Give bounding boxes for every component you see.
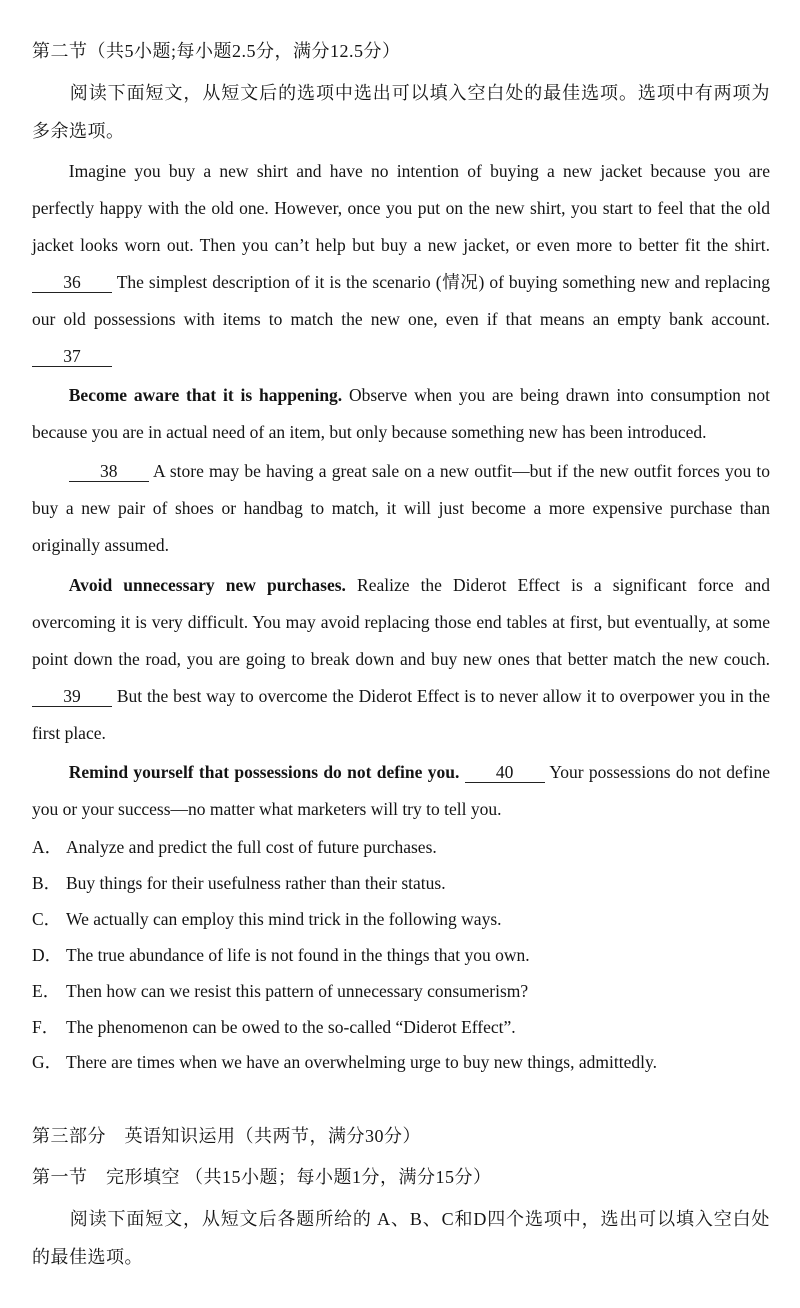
option-g-letter: G． xyxy=(32,1052,63,1073)
blank-38: 38 xyxy=(69,461,149,482)
passage-paragraph-4 xyxy=(32,567,770,752)
option-a-text: Analyze and predict the full cost of future purchases. xyxy=(66,837,437,858)
p5-text-1: Your possessions do not define you or your success—no matter what marketers will try to tell you. xyxy=(32,762,771,820)
option-c xyxy=(32,902,770,938)
option-f-letter: F． xyxy=(32,1016,60,1037)
option-b-letter: B． xyxy=(32,873,62,894)
option-b xyxy=(32,866,770,902)
option-g-text: There are times when we have an overwhelming urge to buy new things, admittedly. xyxy=(66,1052,657,1073)
option-a xyxy=(32,830,770,866)
option-e-letter: E． xyxy=(32,980,61,1001)
blank-39: 39 xyxy=(32,686,112,707)
section2-instructions: 阅读下面短文，从短文后的选项中选出可以填入空白处的最佳选项。选项中有两项为多余选项。 xyxy=(32,83,770,142)
option-e xyxy=(32,974,770,1010)
p2-bold-lead: Become aware that it is happening. xyxy=(68,385,343,406)
section2-header: 第二节（共5小题;每小题2.5分，满分12.5分） xyxy=(32,41,401,61)
blank-36: 36 xyxy=(32,272,112,293)
p4-bold-lead: Avoid unnecessary new purchases. xyxy=(68,574,346,595)
option-b-text: Buy things for their usefulness rather than their status. xyxy=(66,873,446,894)
part3-section1-header: 第一节 完形填空 （共15小题；每小题1分，满分15分） xyxy=(32,1166,492,1187)
p3-text-1: A store may be having a great sale on a new outfit—but if the new outfit forces you to buy a new pair of shoes or handbag to match, it will just become a more expensive purchase than originally assumed. xyxy=(32,461,770,556)
part3-section xyxy=(32,1119,770,1276)
blank-37: 37 xyxy=(32,346,112,367)
passage-paragraph-5 xyxy=(32,754,770,828)
passage-paragraph-2 xyxy=(32,377,770,451)
option-f xyxy=(32,1010,770,1046)
option-e-text: Then how can we resist this pattern of unnecessary consumerism? xyxy=(66,980,529,1001)
option-d xyxy=(32,938,770,974)
options-list xyxy=(32,830,770,1081)
p4-text-2: But the best way to overcome the Diderot Effect is to never allow it to overpower you in the first place. xyxy=(32,685,770,743)
p1-text-1: Imagine you buy a new shirt and have no intention of buying a new jacket because you are perfectly happy with the old one. However, once you put on the new shirt, you start to feel that the old jacket looks worn out. Then you can’t help but buy a new jacket, or even more to better fit the shirt. xyxy=(32,160,770,255)
option-a-letter: A． xyxy=(32,837,63,858)
p5-bold-lead: Remind yourself that possessions do not define you. xyxy=(68,762,460,782)
passage-paragraph-1 xyxy=(32,153,770,376)
option-f-text: The phenomenon can be owed to the so-called “Diderot Effect”. xyxy=(66,1016,516,1037)
part3-instructions: 阅读下面短文，从短文后各题所给的 A、B、C和D四个选项中，选出可以填入空白处的最佳选项。 xyxy=(32,1208,770,1267)
p1-text-2: The simplest description of it is the scenario (情况) of buying something new and replacing our old possessions with items to match the new one, even if that means an empty bank account. xyxy=(32,271,770,329)
passage-paragraph-3 xyxy=(32,453,770,564)
p4-text-1: Realize the Diderot Effect is a significant force and overcoming it is very difficult. You may avoid replacing those end tables at first, but eventually, at some point down the road, you are going to break down and buy new ones that better match the new couch. xyxy=(32,574,771,669)
option-d-text: The true abundance of life is not found in the things that you own. xyxy=(66,944,530,965)
blank-40: 40 xyxy=(465,762,545,783)
option-c-letter: C． xyxy=(32,908,62,929)
part3-header: 第三部分 英语知识运用（共两节，满分30分） xyxy=(32,1126,421,1147)
p2-text-1: Observe when you are being drawn into consumption not because you are in actual need of an item, but only because something new has been introduced. xyxy=(32,385,771,443)
option-g xyxy=(32,1045,770,1081)
option-c-text: We actually can employ this mind trick in the following ways. xyxy=(66,908,502,929)
option-d-letter: D． xyxy=(32,944,63,965)
